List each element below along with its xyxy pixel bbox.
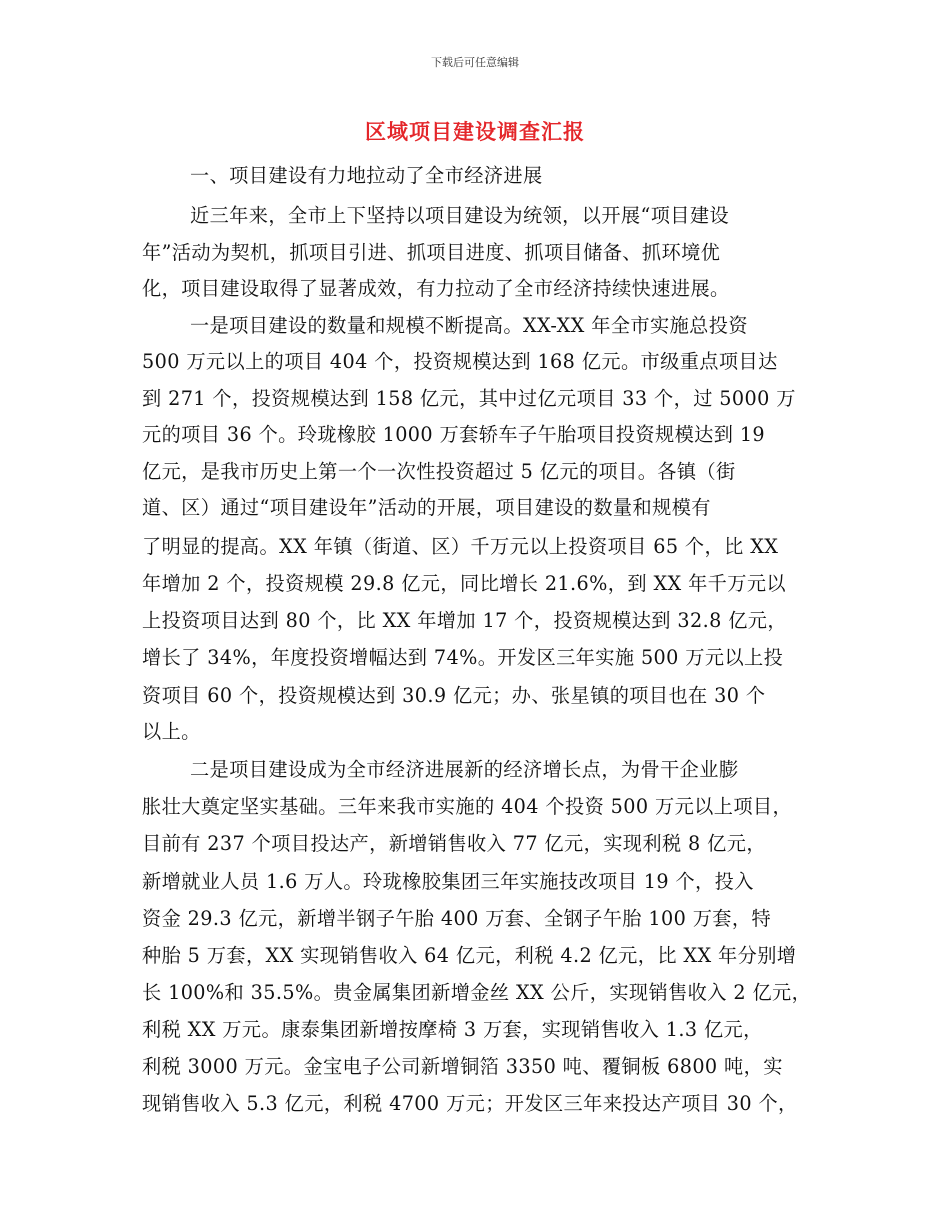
header-note: 下载后可任意编辑: [431, 56, 519, 69]
paragraph-line: 利税 3000 万元。金宝电子公司新增铜箔 3350 吨、覆铜板 6800 吨，实: [142, 1055, 783, 1078]
paragraph-line: 道、区）通过“项目建设年”活动的开展，项目建设的数量和规模有: [142, 496, 711, 519]
paragraph-line: 亿元，是我市历史上第一个一次性投资超过 5 亿元的项目。各镇（街: [142, 460, 736, 483]
paragraph-line: 以上。: [142, 720, 201, 743]
paragraph-line: 年”活动为契机，抓项目引进、抓项目进度、抓项目储备、抓环境优: [142, 241, 721, 264]
document-title: 区域项目建设调查汇报: [365, 120, 585, 144]
paragraph-line: 现销售收入 5.3 亿元，利税 4700 万元；开发区三年来投达产项目 30 个，: [142, 1092, 798, 1115]
paragraph-line: 近三年来，全市上下坚持以项目建设为统领，以开展“项目建设: [190, 204, 730, 227]
paragraph-line: 化，项目建设取得了显著成效，有力拉动了全市经济持续快速进展。: [142, 277, 730, 300]
paragraph-line: 利税 XX 万元。康泰集团新增按摩椅 3 万套，实现销售收入 1.3 亿元，: [142, 1018, 763, 1041]
paragraph-line: 了明显的提高。XX 年镇（街道、区）千万元以上投资项目 65 个，比 XX: [142, 535, 779, 558]
paragraph-line: 胀壮大奠定坚实基础。三年来我市实施的 404 个投资 500 万元以上项目，: [142, 795, 793, 818]
paragraph-line: 年增加 2 个，投资规模 29.8 亿元，同比增长 21.6%，到 XX 年千万元以: [142, 572, 787, 595]
paragraph-line: 500 万元以上的项目 404 个，投资规模达到 168 亿元。市级重点项目达: [142, 350, 778, 373]
paragraph-line: 一是项目建设的数量和规模不断提高。XX-XX 年全市实施总投资: [190, 314, 748, 337]
paragraph-line: 目前有 237 个项目投达产，新增销售收入 77 亿元，实现利税 8 亿元，: [142, 832, 766, 855]
paragraph-line: 上投资项目达到 80 个，比 XX 年增加 17 个，投资规模达到 32.8 亿元，: [142, 609, 787, 632]
paragraph-line: 增长了 34%，年度投资增幅达到 74%。开发区三年实施 500 万元以上投: [142, 646, 784, 669]
paragraph-line: 种胎 5 万套，XX 实现销售收入 64 亿元，利税 4.2 亿元，比 XX 年分别增: [142, 944, 797, 967]
paragraph-line: 长 100%和 35.5%。贵金属集团新增金丝 XX 公斤，实现销售收入 2 亿元，: [142, 981, 812, 1004]
paragraph-line: 新增就业人员 1.6 万人。玲珑橡胶集团三年实施技改项目 19 个，投入: [142, 870, 754, 893]
paragraph-line: 资项目 60 个，投资规模达到 30.9 亿元；办、张星镇的项目也在 30 个: [142, 684, 766, 707]
paragraph-line: 到 271 个，投资规模达到 158 亿元，其中过亿元项目 33 个，过 5000 万: [142, 387, 796, 410]
paragraph-line: 资金 29.3 亿元，新增半钢子午胎 400 万套、全钢子午胎 100 万套，特: [142, 907, 772, 930]
paragraph-line: 二是项目建设成为全市经济进展新的经济增长点，为骨干企业膨: [190, 758, 739, 781]
paragraph-line: 元的项目 36 个。玲珑橡胶 1000 万套轿车子午胎项目投资规模达到 19: [142, 423, 766, 446]
section-heading: 一、项目建设有力地拉动了全市经济进展: [190, 164, 543, 187]
